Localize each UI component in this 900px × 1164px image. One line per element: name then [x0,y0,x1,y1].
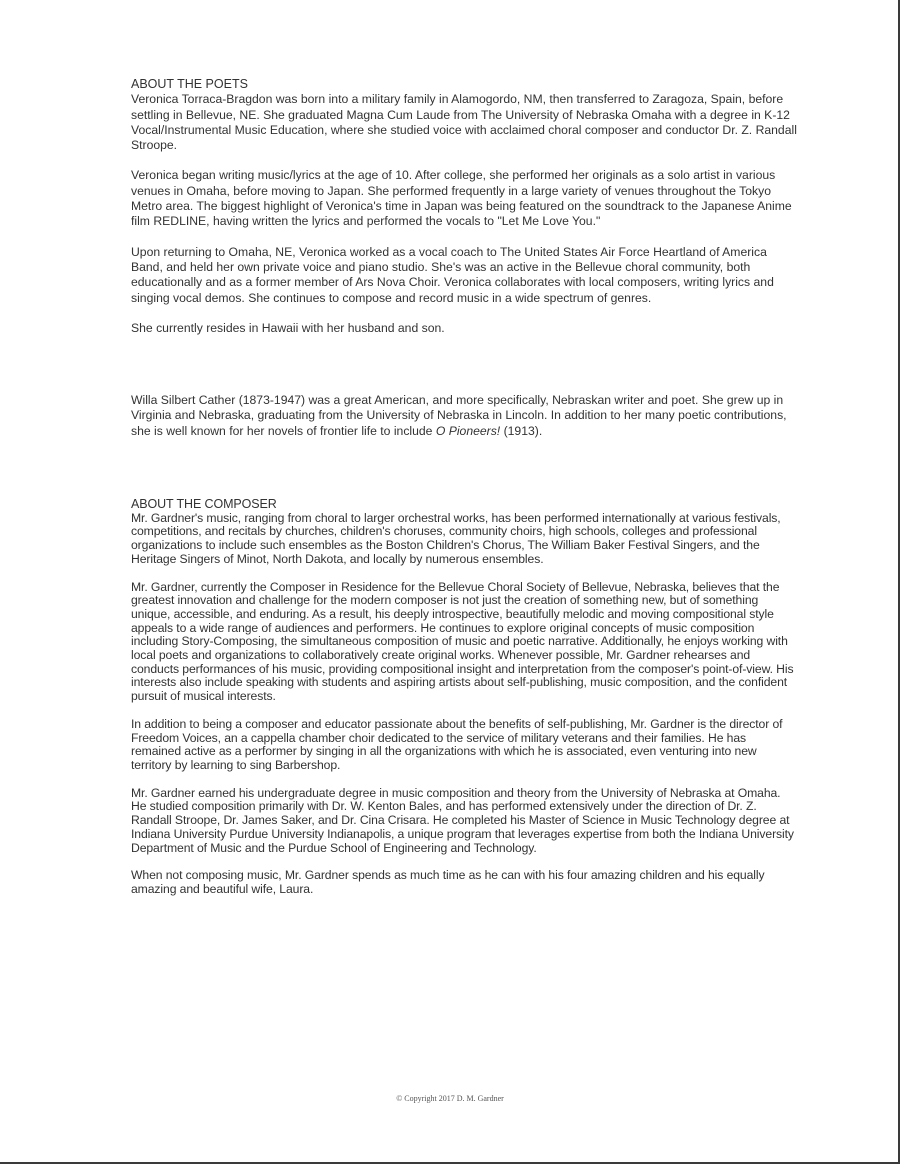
composer-bio-paragraph-5: When not composing music, Mr. Gardner spends as much time as he can with his four amazing children and his equally amazing and beautiful wife, Laura. [131,868,765,896]
veronica-bio-paragraph-4: She currently resides in Hawaii with her husband and son. [131,320,445,335]
veronica-bio-paragraph-2: Veronica began writing music/lyrics at the age of 10. After college, she performed her originals as a solo artist in various venues in Omaha, before moving to Japan. She performed frequently in a large variety of venues throughout the Tokyo Metro area. The biggest highlight of Veronica's time in Japan was being featured on the soundtrack to the Japanese Anime film REDLINE, having written the lyrics and performed the vocals to "Let Me Love You." [131,168,792,229]
composer-bio-paragraph-4: Mr. Gardner earned his undergraduate degree in music composition and theory from the University of Nebraska at Omaha. He studied composition primarily with Dr. W. Kenton Bales, and has performed extensively under the direction of Dr. Z. Randall Stroope, Dr. James Saker, and Dr. Cina Crisara. He completed his Master of Science in Music Technology degree at Indiana University Purdue University Indianapolis, a unique program that leverages expertise from both the Indiana University Department of Music and the Purdue School of Engineering and Technology. [131,785,794,855]
composer-bio-paragraph-2: Mr. Gardner, currently the Composer in Residence for the Bellevue Choral Society of Bellevue, Nebraska, believes that the greatest innovation and challenge for the modern composer is not just the creation of something new, but of something unique, accessible, and enduring. As a result, his deeply introspective, beautifully melodic and moving compositional style appeals to a wide range of audiences and performers. He continues to explore original concepts of music composition including Story-Composing, the simultaneous composition of music and poetic narrative. Additionally, he enjoys working with local poets and organizations to collaboratively create original works. Whenever possible, Mr. Gardner rehearses and conducts performances of his music, providing compositional insight and interpretation from the composer's point-of-view. His interests also include speaking with students and aspiring artists about self-publishing, music composition, and the confident pursuit of musical interests. [131,579,794,704]
cather-bio-text: Willa Silbert Cather (1873-1947) was a great American, and more specifically, Nebraskan writer and poet. She grew up in Virginia and Nebraska, graduating from the University of Nebraska in Lincoln. In addition to her many poetic contributions, she is well known for her novels of frontier life to include [131,393,787,438]
cather-novel-title: O Pioneers! [435,423,501,438]
veronica-bio-paragraph-1: Veronica Torraca-Bragdon was born into a military family in Alamogordo, NM, then transferred to Zaragoza, Spain, before settling in Bellevue, NE. She graduated Magna Cum Laude from The University of Nebraska Omaha with a degree in K-12 Vocal/Instrumental Music Education, where she studied voice with acclaimed choral composer and conductor Dr. Z. Randall Stroope. [131,92,797,153]
composer-heading: ABOUT THE COMPOSER [131,497,277,512]
section-spacer [131,351,799,393]
copyright-footer: © Copyright 2017 D. M. Gardner [396,1094,504,1103]
cather-bio-paragraph [131,393,799,439]
about-the-poets-section [131,77,799,439]
section-spacer [131,454,799,498]
about-the-composer-section [131,498,799,897]
veronica-bio-paragraph-3: Upon returning to Omaha, NE, Veronica worked as a vocal coach to The United States Air Force Heartland of America Band, and held her own private voice and piano studio. She's was an active in the Bellevue choral community, both educationally and as a former member of Ars Nova Choir. Veronica collaborates with local composers, writing lyrics and singing vocal demos. She continues to compose and record music in a wide spectrum of genres. [131,244,774,305]
composer-bio-paragraph-3: In addition to being a composer and educator passionate about the benefits of self-publishing, Mr. Gardner is the director of Freedom Voices, an a cappella chamber choir dedicated to the service of military veterans and their families. He has remained active as a performer by singing in all the organizations with which he is associated, even venturing into new territory by learning to sing Barbershop. [131,716,783,772]
cather-bio-tail: (1913). [500,423,543,438]
poets-heading: ABOUT THE POETS [131,77,248,91]
document-body [131,77,799,911]
composer-bio-paragraph-1: Mr. Gardner's music, ranging from choral to larger orchestral works, has been performed internationally at various festivals, competitions, and recitals by churches, children's choruses, community choirs, high schools, colleges and professional organizations to include such ensembles as the Boston Children's Chorus, The William Baker Festival Singers, and the Heritage Singers of Minot, North Dakota, and locally by numerous ensembles. [131,510,781,566]
